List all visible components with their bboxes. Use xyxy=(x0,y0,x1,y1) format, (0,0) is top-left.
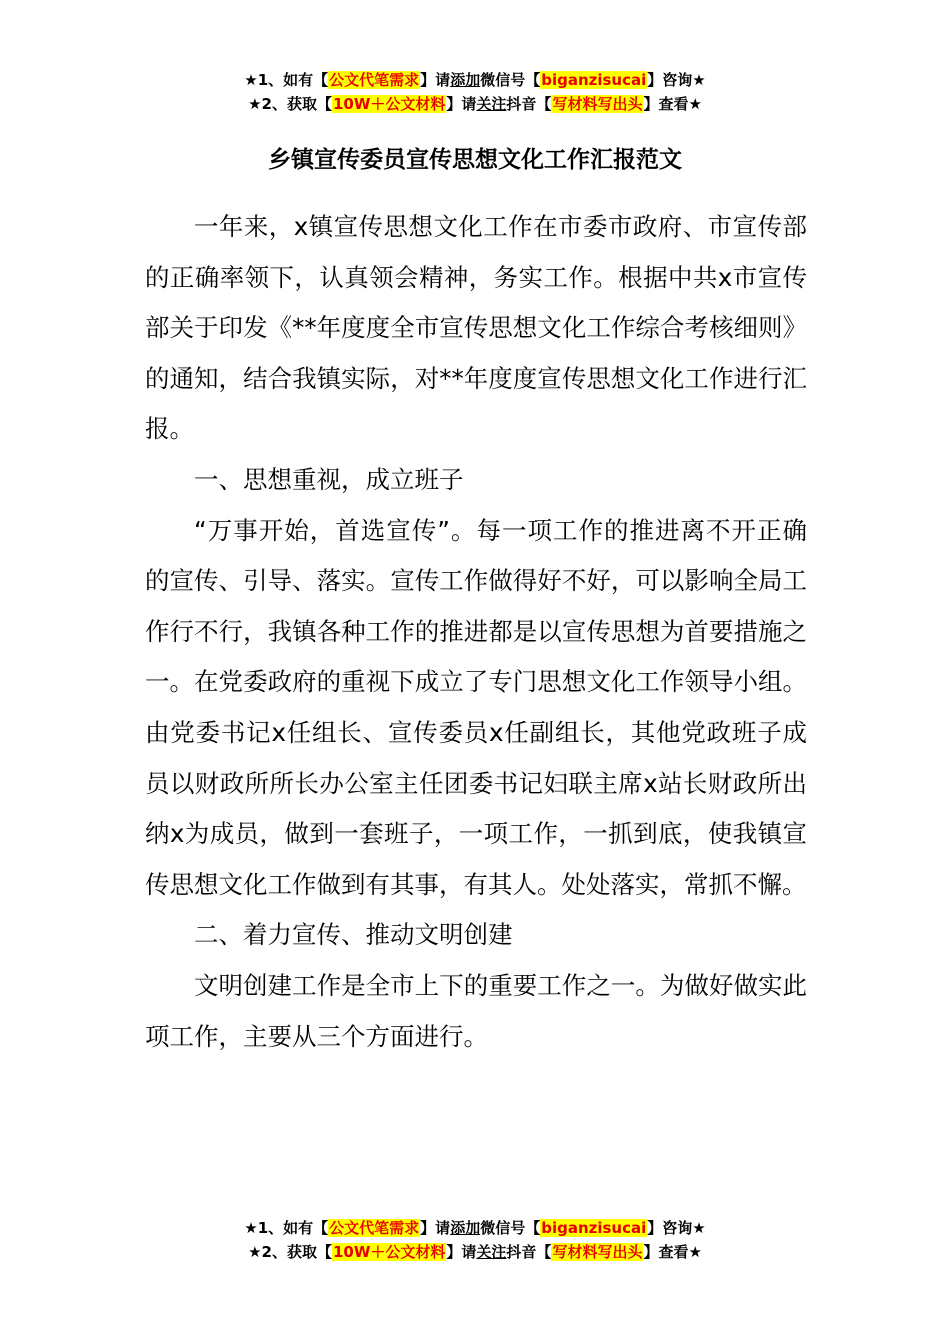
promo-line-1 xyxy=(0,68,950,92)
promo-text: 】咨询★ xyxy=(647,71,706,89)
promo-douyin-id: 写材料写出头 xyxy=(552,1243,643,1261)
promo-banner-top xyxy=(0,68,950,116)
promo-highlight: 公文代笔需求 xyxy=(329,1219,420,1237)
document-title: 乡镇宣传委员宣传思想文化工作汇报范文 xyxy=(268,147,682,173)
promo-line-2 xyxy=(0,1240,950,1264)
promo-text: 】咨询★ xyxy=(647,1219,706,1237)
paragraph-intro: 一年来，x镇宣传思想文化工作在市委市政府、市宣传部的正确率领下，认真领会精神，务实工作。根据中共x市宣传部关于印发《**年度度全市宣传思想文化工作综合考核细则》的通知，结合我镇实际，对**年度度宣传思想文化工作进行汇报。 xyxy=(145,212,807,444)
promo-highlight: 10W＋公文材料 xyxy=(332,1243,446,1261)
promo-text: 微信号【 xyxy=(480,71,541,89)
promo-text: 抖音【 xyxy=(506,95,552,113)
promo-text: 】查看★ xyxy=(643,1243,702,1261)
document-body xyxy=(145,202,807,1062)
promo-banner-bottom xyxy=(0,1216,950,1264)
promo-douyin-id: 写材料写出头 xyxy=(552,95,643,113)
promo-highlight: 公文代笔需求 xyxy=(329,71,420,89)
promo-wechat-id: biganzisucai xyxy=(541,1219,647,1237)
promo-text: ★2、获取【 xyxy=(248,1243,332,1261)
promo-text: ★2、获取【 xyxy=(248,95,332,113)
promo-wechat-id: biganzisucai xyxy=(541,71,647,89)
promo-underlined-text: 关注 xyxy=(476,1243,507,1261)
promo-line-2 xyxy=(0,92,950,116)
promo-text: 抖音【 xyxy=(506,1243,552,1261)
section-heading-1: 一、思想重视，成立班子 xyxy=(194,464,464,494)
promo-underlined-text: 添加 xyxy=(450,1219,481,1237)
promo-text: ★1、如有【 xyxy=(244,71,329,89)
promo-underlined-text: 添加 xyxy=(450,71,481,89)
promo-underlined-text: 关注 xyxy=(476,95,507,113)
promo-highlight: 10W＋公文材料 xyxy=(332,95,446,113)
promo-text: 】请 xyxy=(420,71,451,89)
section-heading-2: 二、着力宣传、推动文明创建 xyxy=(194,920,513,950)
promo-text: 】查看★ xyxy=(643,95,702,113)
promo-line-1 xyxy=(0,1216,950,1240)
promo-text: 】请 xyxy=(446,1243,477,1261)
paragraph-section-1: “万事开始，首选宣传”。每一项工作的推进离不开正确的宣传、引导、落实。宣传工作做得好不好，可以影响全局工作行不行，我镇各种工作的推进都是以宣传思想为首要措施之一。在党委政府的重视下成立了专门思想文化工作领导小组。由党委书记x任组长、宣传委员x任副组长，其他党政班子成员以财政所所长办公室主任团委书记妇联主席x站长财政所出纳x为成员，做到一套班子，一项工作，一抓到底，使我镇宣传思想文化工作做到有其事，有其人。处处落实，常抓不懈。 xyxy=(145,515,807,899)
paragraph-section-2: 文明创建工作是全市上下的重要工作之一。为做好做实此项工作，主要从三个方面进行。 xyxy=(145,970,807,1051)
promo-text: 】请 xyxy=(446,95,477,113)
promo-text: ★1、如有【 xyxy=(244,1219,329,1237)
promo-text: 】请 xyxy=(420,1219,451,1237)
promo-text: 微信号【 xyxy=(480,1219,541,1237)
